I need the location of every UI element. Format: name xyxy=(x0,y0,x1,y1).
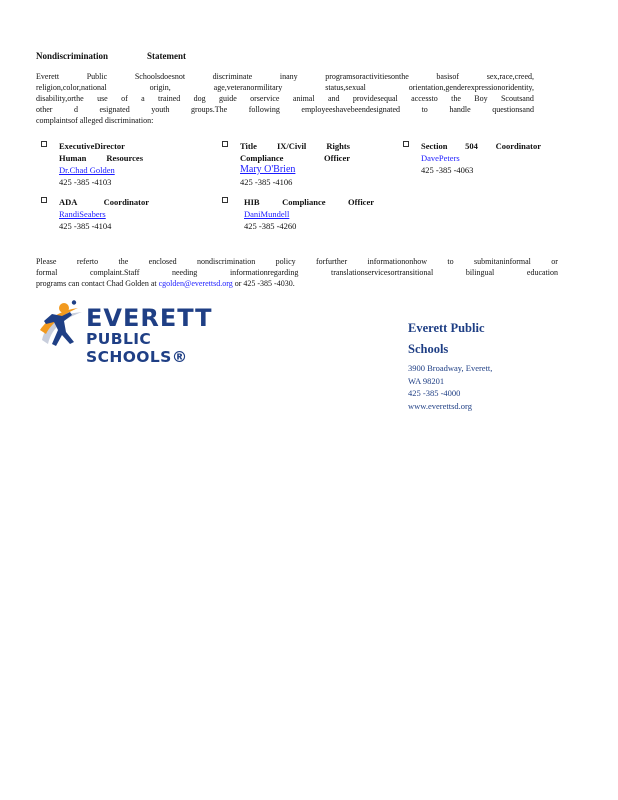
word: origin, xyxy=(149,83,171,92)
contact-section-504 xyxy=(421,140,541,176)
word: handle xyxy=(449,105,471,114)
contact-phone: 425 -385 -4260 xyxy=(244,221,297,231)
word: Boy xyxy=(474,94,488,103)
bullet-icon xyxy=(41,197,47,203)
word: the xyxy=(451,94,461,103)
word: Everett xyxy=(36,72,60,81)
contact-role xyxy=(244,196,374,208)
word: nondiscrimination xyxy=(197,257,256,266)
statement-line xyxy=(36,93,534,104)
word: the xyxy=(118,257,129,266)
contact-role: ExecutiveDirector xyxy=(59,141,125,151)
closing-line-last xyxy=(36,278,558,289)
logo-text-public-schools: PUBLIC SCHOOLS® xyxy=(86,330,188,366)
contact-hib xyxy=(244,196,374,232)
word: Compliance xyxy=(240,153,284,163)
statement-paragraph xyxy=(36,71,534,126)
word: referto xyxy=(76,257,99,266)
closing-line xyxy=(36,267,558,278)
word: programsoractivitiesonthe xyxy=(325,72,409,81)
word: needing xyxy=(171,268,198,277)
word: HIB xyxy=(244,197,260,207)
bullet-icon xyxy=(41,141,47,147)
word: forfurther xyxy=(316,257,348,266)
word: Public xyxy=(86,72,108,81)
bullet-icon xyxy=(222,197,228,203)
closing-text: or 425 -385 -4030. xyxy=(234,279,295,288)
word: formal xyxy=(36,268,58,277)
word: groups.The xyxy=(191,105,228,114)
bullet-icon xyxy=(222,141,228,147)
word: Resources xyxy=(106,153,143,163)
statement-line: complaintsof alleged discrimination: xyxy=(36,116,154,125)
word: Coordinator xyxy=(103,197,149,207)
word: submitaninformal xyxy=(474,257,531,266)
word: IX/Civil xyxy=(276,141,307,151)
contact-name-link[interactable]: Mary O'Brien xyxy=(240,164,296,175)
contact-role xyxy=(421,140,541,152)
statement-line xyxy=(36,82,534,93)
word: esignated xyxy=(99,105,130,114)
word: Officer xyxy=(348,197,374,207)
bullet-icon xyxy=(403,141,409,147)
contact-hr-director xyxy=(59,140,143,188)
word: Scoutsand xyxy=(500,94,534,103)
word: providesequal xyxy=(352,94,398,103)
word: and xyxy=(327,94,340,103)
word: Schoolsdoesnot xyxy=(134,72,186,81)
word: sex,race,creed, xyxy=(486,72,534,81)
word: Coordinator xyxy=(495,141,541,151)
contact-role xyxy=(240,152,350,164)
word: status,sexual xyxy=(325,83,366,92)
word: ADA xyxy=(59,197,78,207)
closing-text: programs can contact Chad Golden at xyxy=(36,279,157,288)
word: Section xyxy=(421,141,448,151)
swoosh-figure-icon xyxy=(38,300,84,352)
word: bilingual xyxy=(465,268,495,277)
contact-ada xyxy=(59,196,149,232)
contact-role xyxy=(59,152,143,164)
contact-phone: 425 -385 -4104 xyxy=(59,221,112,231)
word: discriminate xyxy=(212,72,253,81)
word: dog xyxy=(193,94,206,103)
logo-text-everett: EVERETT xyxy=(86,304,213,332)
street-address: 3900 Broadway, Everett, xyxy=(408,363,493,373)
phone-number: 425 -385 -4000 xyxy=(408,388,461,398)
word: informationonhow xyxy=(367,257,428,266)
contact-name-link[interactable]: DavePeters xyxy=(421,153,460,163)
word: other xyxy=(36,105,53,114)
word: a xyxy=(141,94,145,103)
statement-line xyxy=(36,71,534,82)
everett-logo xyxy=(38,300,243,366)
word: inany xyxy=(279,72,298,81)
contact-phone: 425 -385 -4063 xyxy=(421,165,474,175)
word: to xyxy=(421,105,428,114)
city-state-zip: WA 98201 xyxy=(408,375,445,386)
contact-name-link[interactable]: RandiSeabers xyxy=(59,209,106,219)
contact-role xyxy=(59,196,149,208)
word: Human xyxy=(59,153,87,163)
word: animal xyxy=(292,94,315,103)
contact-phone: 425 -385 -4103 xyxy=(59,177,112,187)
word: orservice xyxy=(250,94,280,103)
word: enclosed xyxy=(148,257,177,266)
address-block xyxy=(408,318,528,412)
org-name-line: Everett Public xyxy=(408,321,485,335)
word: use xyxy=(97,94,108,103)
statement-line xyxy=(36,104,534,115)
word: informationregarding xyxy=(229,268,299,277)
closing-line xyxy=(36,256,558,267)
closing-paragraph xyxy=(36,256,558,289)
word: age,veteranormilitary xyxy=(213,83,283,92)
word: Please xyxy=(36,257,57,266)
word: youth xyxy=(151,105,170,114)
statement-title xyxy=(36,51,186,61)
website-link[interactable]: www.everettsd.org xyxy=(408,400,472,411)
word: 504 xyxy=(465,141,478,151)
word: questionsand xyxy=(492,105,534,114)
word: policy xyxy=(275,257,296,266)
word: trained xyxy=(158,94,181,103)
word: of xyxy=(121,94,128,103)
word: accessto xyxy=(411,94,438,103)
word: d xyxy=(73,105,78,114)
word: complaint.Staff xyxy=(89,268,140,277)
org-name xyxy=(408,318,494,339)
word: guide xyxy=(218,94,237,103)
word: Rights xyxy=(326,141,350,151)
word: employeeshavebeendesignated xyxy=(301,105,401,114)
contact-name-link[interactable]: Dr.Chad Golden xyxy=(59,165,115,175)
word: orientation,genderexpressionoridentity, xyxy=(408,83,534,92)
contact-role xyxy=(240,140,350,152)
org-name-line: Schools xyxy=(408,342,449,356)
email-link[interactable]: cgolden@everettsd.org xyxy=(158,279,233,288)
word: Compliance xyxy=(282,197,326,207)
contact-phone: 425 -385 -4106 xyxy=(240,177,293,187)
word: to xyxy=(447,257,454,266)
title-word-1: Nondiscrimination xyxy=(36,51,109,61)
word: disability,orthe xyxy=(36,94,84,103)
contact-name-link[interactable]: DaniMundell xyxy=(244,209,290,219)
word: religion,color,national xyxy=(36,83,107,92)
contact-title-ix xyxy=(240,140,350,188)
word: translationservicesortransitional xyxy=(330,268,434,277)
word: Officer xyxy=(324,153,350,163)
word: or xyxy=(551,257,558,266)
word: Title xyxy=(240,141,257,151)
title-word-2: Statement xyxy=(147,51,186,61)
word: following xyxy=(248,105,280,114)
word: basisof xyxy=(436,72,460,81)
word: education xyxy=(526,268,558,277)
